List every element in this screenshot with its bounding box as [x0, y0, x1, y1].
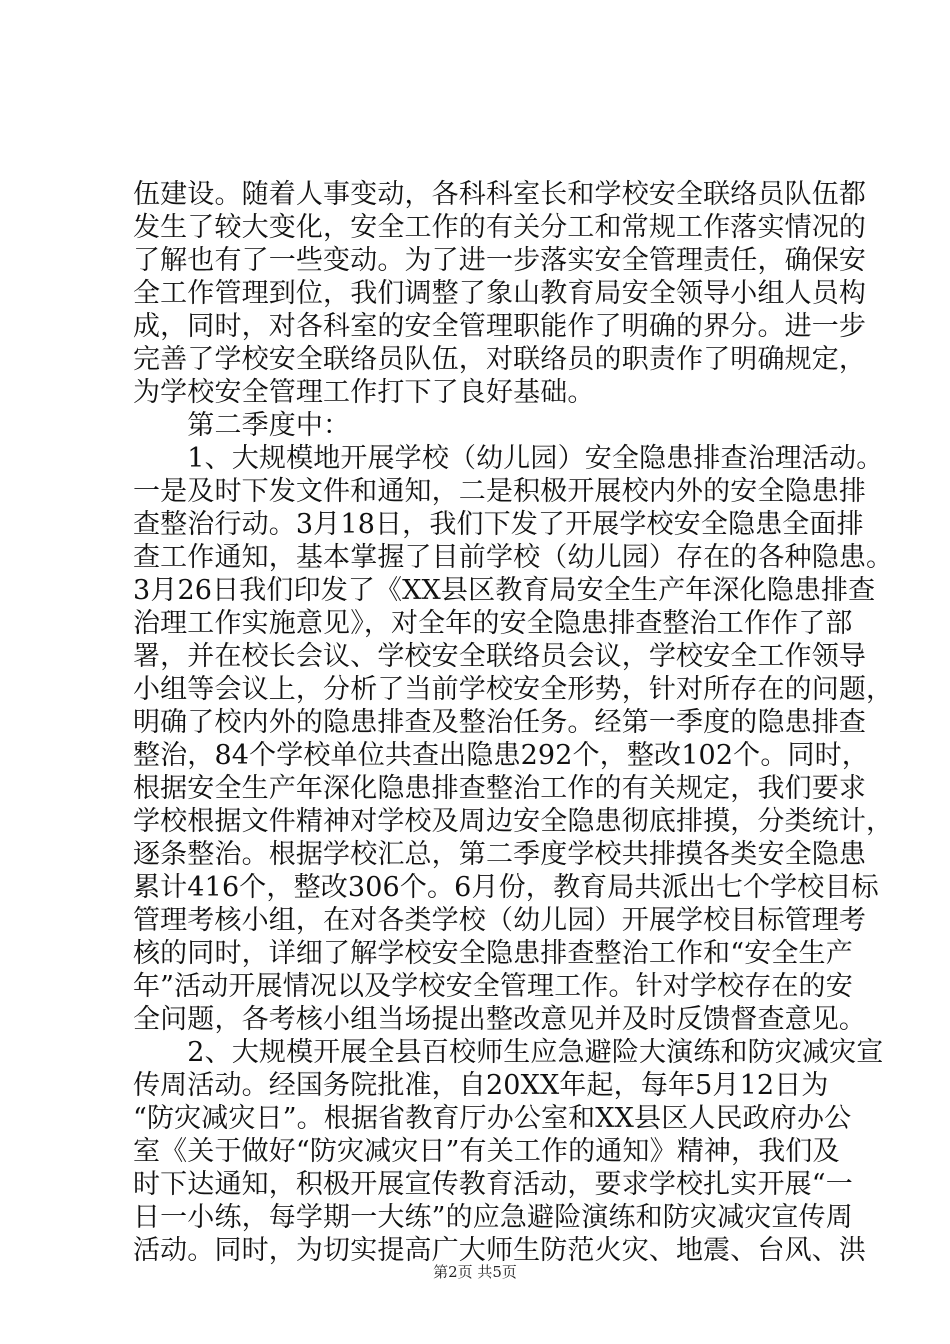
text-line: 管理考核小组，在对各类学校（幼儿园）开展学校目标管理考: [133, 905, 867, 936]
text-line: 小组等会议上，分析了当前学校安全形势，针对所存在的问题，: [133, 674, 894, 705]
text-line: 时下达通知，积极开展宣传教育活动，要求学校扎实开展“一: [133, 1169, 853, 1200]
text-line: 学校根据文件精神对学校及周边安全隐患彻底排摸，分类统计，: [133, 806, 894, 837]
text-line: 查工作通知，基本掌握了目前学校（幼儿园）存在的各种隐患。: [133, 542, 894, 573]
section-heading: 第二季度中：: [133, 410, 351, 441]
text-line: 全工作管理到位，我们调整了象山教育局安全领导小组人员构: [133, 278, 867, 309]
text-line: 1、大规模地开展学校（幼儿园）安全隐患排查治理活动。: [133, 443, 884, 474]
text-line: 查整治行动。3月18日，我们下发了开展学校安全隐患全面排: [133, 509, 864, 540]
text-line: 传周活动。经国务院批准，自20XX年起，每年5月12日为: [133, 1070, 829, 1101]
page-number-footer: 第2页 共5页: [433, 1263, 517, 1281]
text-line: 一是及时下发文件和通知，二是积极开展校内外的安全隐患排: [133, 476, 867, 507]
text-line: “防灾减灾日”。根据省教育厅办公室和XX县区人民政府办公: [133, 1103, 852, 1134]
text-line: 年”活动开展情况以及学校安全管理工作。针对学校存在的安: [133, 971, 853, 1002]
text-line: 室《关于做好“防灾减灾日”有关工作的通知》精神，我们及: [133, 1136, 840, 1167]
text-line: 逐条整治。根据学校汇总，第二季度学校共排摸各类安全隐患: [133, 839, 867, 870]
text-line: 为学校安全管理工作打下了良好基础。: [133, 377, 595, 408]
text-line: 核的同时，详细了解学校安全隐患排查整治工作和“安全生产: [133, 938, 853, 969]
text-line: 治理工作实施意见》，对全年的安全隐患排查整治工作作了部: [133, 608, 853, 639]
text-line: 完善了学校安全联络员队伍，对联络员的职责作了明确规定，: [133, 344, 867, 375]
text-line: 3月26日我们印发了《XX县区教育局安全生产年深化隐患排查: [133, 575, 876, 606]
text-line: 成，同时，对各科室的安全管理职能作了明确的界分。进一步: [133, 311, 867, 342]
text-line: 日一小练，每学期一大练”的应急避险演练和防灾减灾宣传周: [133, 1202, 853, 1233]
text-line: 了解也有了一些变动。为了进一步落实安全管理责任，确保安: [133, 245, 867, 276]
text-line: 明确了校内外的隐患排查及整治任务。经第一季度的隐患排查: [133, 707, 867, 738]
text-line: 2、大规模开展全县百校师生应急避险大演练和防灾减灾宣: [133, 1037, 884, 1068]
text-line: 全问题，各考核小组当场提出整改意见并及时反馈督查意见。: [133, 1004, 867, 1035]
text-line: 署，并在校长会议、学校安全联络员会议，学校安全工作领导: [133, 641, 867, 672]
text-line: 发生了较大变化，安全工作的有关分工和常规工作落实情况的: [133, 212, 867, 243]
text-line: 整治，84个学校单位共查出隐患292个，整改102个。同时，: [133, 740, 869, 771]
text-line: 伍建设。随着人事变动，各科科室长和学校安全联络员队伍都: [133, 179, 867, 210]
text-line: 根据安全生产年深化隐患排查整治工作的有关规定，我们要求: [133, 773, 867, 804]
text-line: 累计416个，整改306个。6月份，教育局共派出七个学校目标: [133, 872, 879, 903]
text-line: 活动。同时，为切实提高广大师生防范火灾、地震、台风、洪: [133, 1235, 867, 1266]
